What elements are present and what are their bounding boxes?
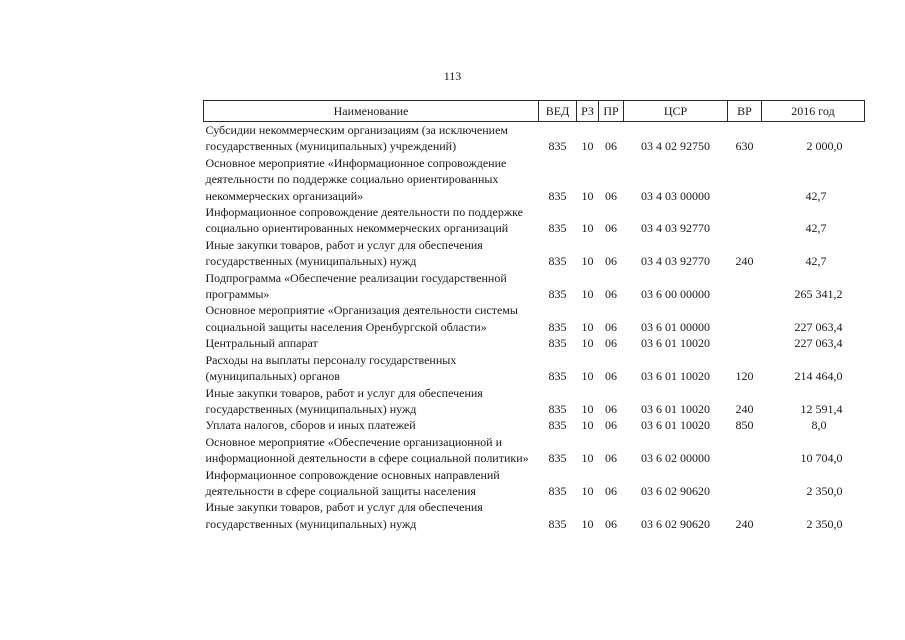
row-rz: 10 (581, 369, 594, 384)
header-name: Наименование (204, 101, 539, 122)
table-row (204, 417, 865, 433)
row-name: Расходы на выплаты персоналу государственных (муниципальных) органов (205, 352, 457, 384)
row-csr: 03 6 01 10020 (641, 369, 710, 384)
row-csr: 03 4 03 92770 (641, 254, 710, 269)
row-sum: 265 341,2 (794, 287, 843, 302)
row-csr: 03 4 03 92770 (641, 221, 710, 236)
table-row (204, 204, 865, 237)
row-vr: 240 (735, 401, 754, 416)
row-vr: 240 (735, 516, 754, 531)
row-csr: 03 6 02 90620 (641, 483, 710, 498)
row-sum: 227 063,4 (794, 336, 843, 351)
row-rz: 10 (581, 254, 594, 269)
row-rz: 10 (581, 319, 594, 334)
table-row (204, 467, 865, 500)
table-row (204, 302, 865, 335)
row-ved: 835 (548, 336, 567, 351)
row-rz: 10 (581, 336, 594, 351)
row-vr (728, 302, 762, 335)
row-pr: 06 (605, 139, 617, 154)
row-ved: 835 (548, 516, 567, 531)
row-rz: 10 (581, 418, 594, 433)
row-sum: 42,7 (805, 188, 827, 203)
row-name: Основное мероприятие «Обеспечение организационной и информационной деятельности в сфере социальной политики» (205, 434, 529, 466)
row-sum: 2 000,0 (806, 139, 843, 154)
row-sum: 2 350,0 (806, 516, 843, 531)
row-pr: 06 (605, 369, 617, 384)
row-sum: 42,7 (805, 254, 827, 269)
row-name: Основное мероприятие «Информационное сопровождение деятельности по поддержке социально ориентированных некоммерческих организаций» (205, 155, 507, 203)
row-ved: 835 (548, 451, 567, 466)
row-vr (728, 467, 762, 500)
header-ved: ВЕД (539, 101, 577, 122)
row-sum: 12 591,4 (800, 401, 843, 416)
row-vr (728, 270, 762, 303)
row-rz: 10 (581, 188, 594, 203)
row-csr: 03 6 02 90620 (641, 516, 710, 531)
table-row (204, 352, 865, 385)
row-sum: 42,7 (805, 221, 827, 236)
row-vr: 120 (735, 369, 754, 384)
row-ved: 835 (548, 369, 567, 384)
row-name: Иные закупки товаров, работ и услуг для обеспечения государственных (муниципальных) нужд (205, 500, 483, 531)
row-name: Субсидии некоммерческим организациям (за исключением государственных (муниципальных) учреждений) (205, 123, 509, 154)
header-vr: ВР (728, 101, 762, 122)
row-csr: 03 6 01 10020 (641, 336, 710, 351)
row-rz: 10 (581, 516, 594, 531)
row-name: Основное мероприятие «Организация деятельности системы социальной защиты населения Оренбургской области» (205, 303, 518, 334)
row-sum: 8,0 (811, 418, 827, 433)
row-sum: 2 350,0 (806, 483, 843, 498)
row-pr: 06 (605, 516, 617, 531)
table-header-row (204, 101, 865, 122)
row-name: Информационное сопровождение основных направлений деятельности в сфере социальной защиты населения (205, 467, 500, 498)
row-name: Подпрограмма «Обеспечение реализации государственной программы» (205, 270, 507, 302)
row-ved: 835 (548, 401, 567, 416)
row-csr: 03 6 02 00000 (641, 451, 710, 466)
row-csr: 03 6 00 00000 (641, 287, 710, 302)
row-csr: 03 6 01 00000 (641, 319, 710, 334)
row-name: Иные закупки товаров, работ и услуг для обеспечения государственных (муниципальных) нужд (205, 385, 483, 416)
budget-table (203, 100, 865, 532)
row-pr: 06 (605, 336, 617, 351)
row-ved: 835 (548, 139, 567, 154)
row-pr: 06 (605, 188, 617, 203)
table-row (204, 434, 865, 467)
row-vr: 850 (735, 418, 754, 433)
table-row (204, 270, 865, 303)
row-vr: 630 (735, 139, 754, 154)
row-pr: 06 (605, 319, 617, 334)
row-csr: 03 4 03 00000 (641, 188, 710, 203)
row-pr: 06 (605, 451, 617, 466)
table-row (204, 335, 865, 351)
row-ved: 835 (548, 188, 567, 203)
row-pr: 06 (605, 418, 617, 433)
header-pr: ПР (599, 101, 624, 122)
row-csr: 03 6 01 10020 (641, 418, 710, 433)
row-rz: 10 (581, 139, 594, 154)
row-ved: 835 (548, 254, 567, 269)
row-pr: 06 (605, 287, 617, 302)
header-sum: 2016 год (762, 101, 865, 122)
table-row (204, 499, 865, 532)
row-rz: 10 (581, 221, 594, 236)
row-pr: 06 (605, 221, 617, 236)
row-vr: 240 (735, 254, 754, 269)
page-number: 113 (443, 69, 462, 83)
row-rz: 10 (581, 287, 594, 302)
row-ved: 835 (548, 319, 567, 334)
row-name: Информационное сопровождение деятельности по поддержке социально ориентированных некоммерческих организаций (205, 205, 523, 236)
row-csr: 03 4 02 92750 (641, 139, 710, 154)
row-rz: 10 (581, 483, 594, 498)
table-row (204, 385, 865, 418)
row-name: Центральный аппарат (205, 336, 318, 351)
table-row (204, 155, 865, 204)
row-rz: 10 (581, 401, 594, 416)
row-name: Иные закупки товаров, работ и услуг для обеспечения государственных (муниципальных) нужд (205, 237, 483, 269)
row-sum: 227 063,4 (794, 319, 843, 334)
row-pr: 06 (605, 483, 617, 498)
row-pr: 06 (605, 254, 617, 269)
row-name: Уплата налогов, сборов и иных платежей (205, 418, 416, 433)
row-vr (728, 204, 762, 237)
table-row (204, 237, 865, 270)
row-sum: 214 464,0 (794, 369, 843, 384)
row-vr (728, 434, 762, 467)
row-csr: 03 6 01 10020 (641, 401, 710, 416)
row-pr: 06 (605, 401, 617, 416)
header-csr: ЦСР (624, 101, 728, 122)
row-ved: 835 (548, 483, 567, 498)
row-ved: 835 (548, 418, 567, 433)
row-ved: 835 (548, 221, 567, 236)
header-rz: РЗ (577, 101, 599, 122)
table-row (204, 122, 865, 155)
row-rz: 10 (581, 451, 594, 466)
row-sum: 10 704,0 (800, 451, 843, 466)
row-ved: 835 (548, 287, 567, 302)
row-vr (728, 155, 762, 204)
row-vr (728, 335, 762, 351)
